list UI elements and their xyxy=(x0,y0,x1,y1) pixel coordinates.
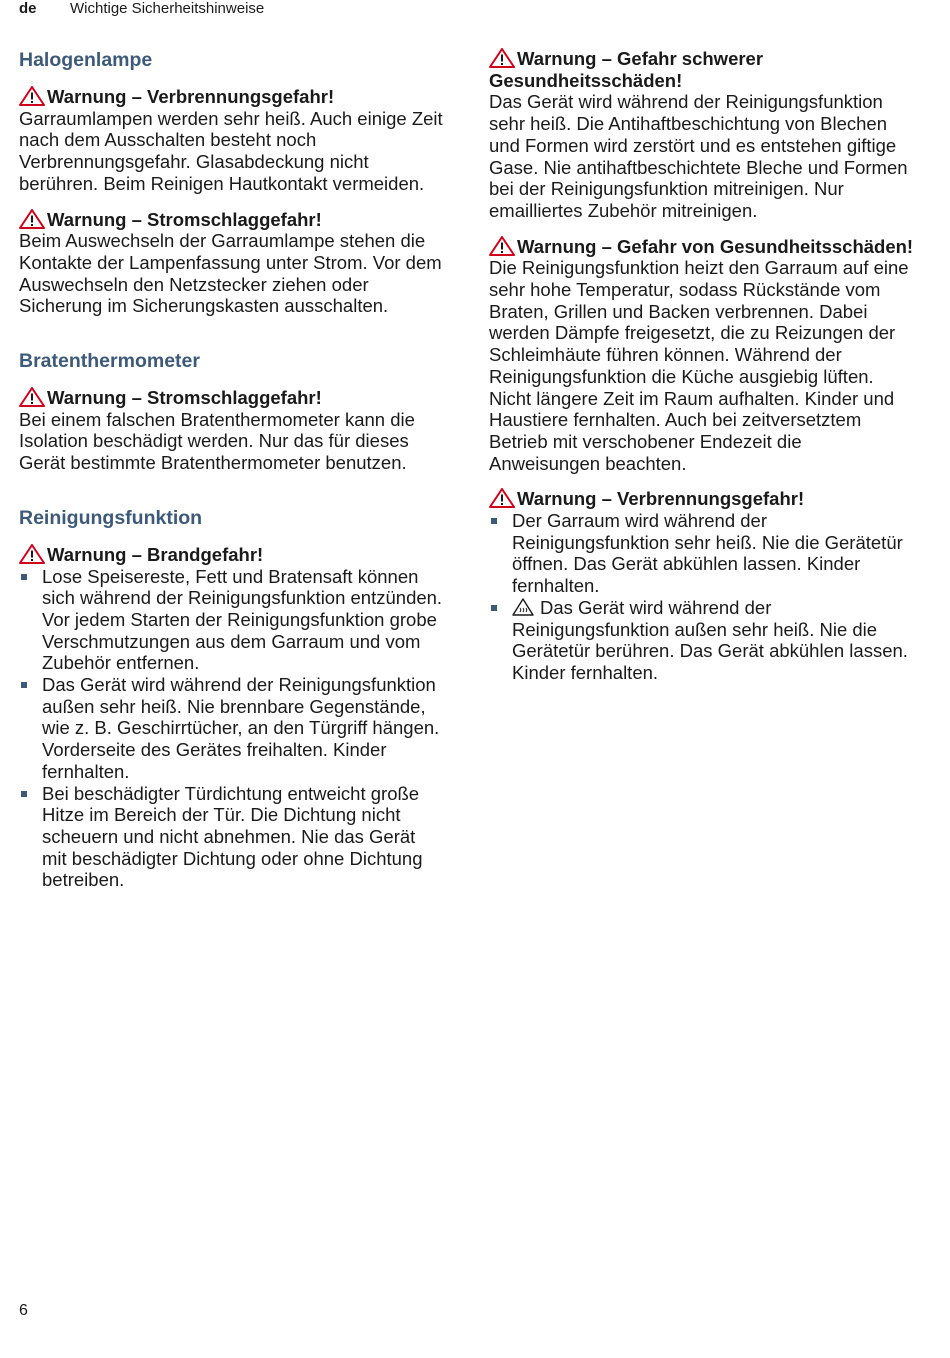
warning-text: Beim Auswechseln der Garraumlampe stehen die Kontakte der Lampenfassung unter Strom. Vor dem Auswechseln den Netzstecker ziehen oder Sicherung im Sicherungskasten ausschalten. xyxy=(19,230,442,317)
list-item xyxy=(489,597,914,684)
warning-title xyxy=(19,387,444,409)
warning-title xyxy=(489,48,914,91)
list-item: Bei beschädigter Türdichtung entweicht große Hitze im Bereich der Tür. Die Dichtung nicht scheuern und nicht abnehmen. Nie das Gerät mit beschädigter Dichtung oder ohne Dichtung betreiben. xyxy=(19,783,444,892)
warning-title-text: Warnung – Stromschlaggefahr! xyxy=(47,387,322,409)
warning-title-text: Warnung – Verbrennungsgefahr! xyxy=(517,488,805,510)
warning-triangle-icon xyxy=(19,387,45,407)
warning-title-text: Warnung – Brandgefahr! xyxy=(47,543,264,565)
page-number: 6 xyxy=(19,1302,28,1319)
warning-title xyxy=(19,209,444,231)
right-column xyxy=(489,48,914,684)
warning-title xyxy=(489,488,914,510)
warning-text: Die Reinigungsfunktion heizt den Garraum auf eine sehr hohe Temperatur, sodass Rückstände vom Braten, Grillen und Backen verbrennen. Dabei werden Dämpfe freigesetzt, die zu Reizungen der Schleimhäute führen können. Während der Reinigungsfunktion die Küche ausgiebig lüften. Nicht längere Zeit im Raum aufhalten. Kinder und Haustiere fernhalten. Auch bei zeitversetztem Betrieb mit verschobener Endezeit die Anweisungen beachten. xyxy=(489,257,909,474)
header-section-title: Wichtige Sicherheitshinweise xyxy=(70,0,265,17)
page-header xyxy=(19,0,264,20)
warning-triangle-icon xyxy=(19,86,45,106)
bullet-list xyxy=(489,510,914,684)
bullet-list xyxy=(19,566,444,892)
warning-text: Das Gerät wird während der Reinigungsfunktion sehr heiß. Die Antihaftbeschichtung von Blechen und Formen wird zerstört und es entstehen giftige Gase. Nie antihaftbeschichtete Bleche und Formen bei der Reinigungsfunktion mitreinigen. Nur emailliertes Zubehör mitreinigen. xyxy=(489,91,908,221)
warning-triangle-icon xyxy=(19,544,45,564)
list-item: Der Garraum wird während der Reinigungsfunktion sehr heiß. Nie die Gerätetür öffnen. Das Gerät abkühlen lassen. Kinder fernhalten. xyxy=(489,510,914,597)
list-item: Das Gerät wird während der Reinigungsfunktion außen sehr heiß. Nie brennbare Gegenstände, wie z. B. Geschirrtücher, an den Türgriff hängen. Vorderseite des Gerätes freihalten. Kinder fernhalten. xyxy=(19,674,444,783)
section-title-halogen: Halogenlampe xyxy=(19,49,153,71)
warning-title-text: Warnung – Gefahr von Gesundheitsschäden! xyxy=(517,235,914,257)
warning-triangle-icon xyxy=(19,209,45,229)
warning-title xyxy=(489,236,914,258)
warning-title xyxy=(19,544,444,566)
warning-text: Bei einem falschen Bratenthermometer kann die Isolation beschädigt werden. Nur das für dieses Gerät bestimmte Bratenthermometer benutzen. xyxy=(19,408,415,474)
warning-title-text: Warnung – Stromschlaggefahr! xyxy=(47,208,322,230)
warning-text: Garraumlampen werden sehr heiß. Auch einige Zeit nach dem Ausschalten besteht noch Verbrennungsgefahr. Glasabdeckung nicht berühren. Beim Reinigen Hautkontakt vermeiden. xyxy=(19,107,443,194)
section-title-reinigungsfunktion: Reinigungsfunktion xyxy=(19,506,203,529)
warning-title xyxy=(19,86,444,108)
warning-triangle-icon xyxy=(489,48,515,68)
warning-title-text: Warnung – Verbrennungsgefahr! xyxy=(47,86,335,107)
section-title-bratenthermometer: Bratenthermometer xyxy=(19,350,200,373)
warning-title-text: Warnung – Gefahr schwerer Gesundheitsschäden! xyxy=(489,48,764,91)
list-item-text: Das Gerät wird während der Reinigungsfunktion außen sehr heiß. Nie die Gerätetür berühren. Das Gerät abkühlen lassen. Kinder fernhalten. xyxy=(512,596,908,683)
warning-triangle-icon xyxy=(489,488,515,508)
list-item: Lose Speisereste, Fett und Bratensaft können sich während der Reinigungsfunktion entzünden. Vor jedem Starten der Reinigungsfunktion grobe Verschmutzungen aus dem Garraum und vom Zubehör entfernen. xyxy=(19,566,444,675)
warning-triangle-icon xyxy=(489,236,515,256)
language-code: de xyxy=(19,0,37,17)
hot-surface-icon xyxy=(512,598,534,616)
left-column xyxy=(19,48,444,891)
